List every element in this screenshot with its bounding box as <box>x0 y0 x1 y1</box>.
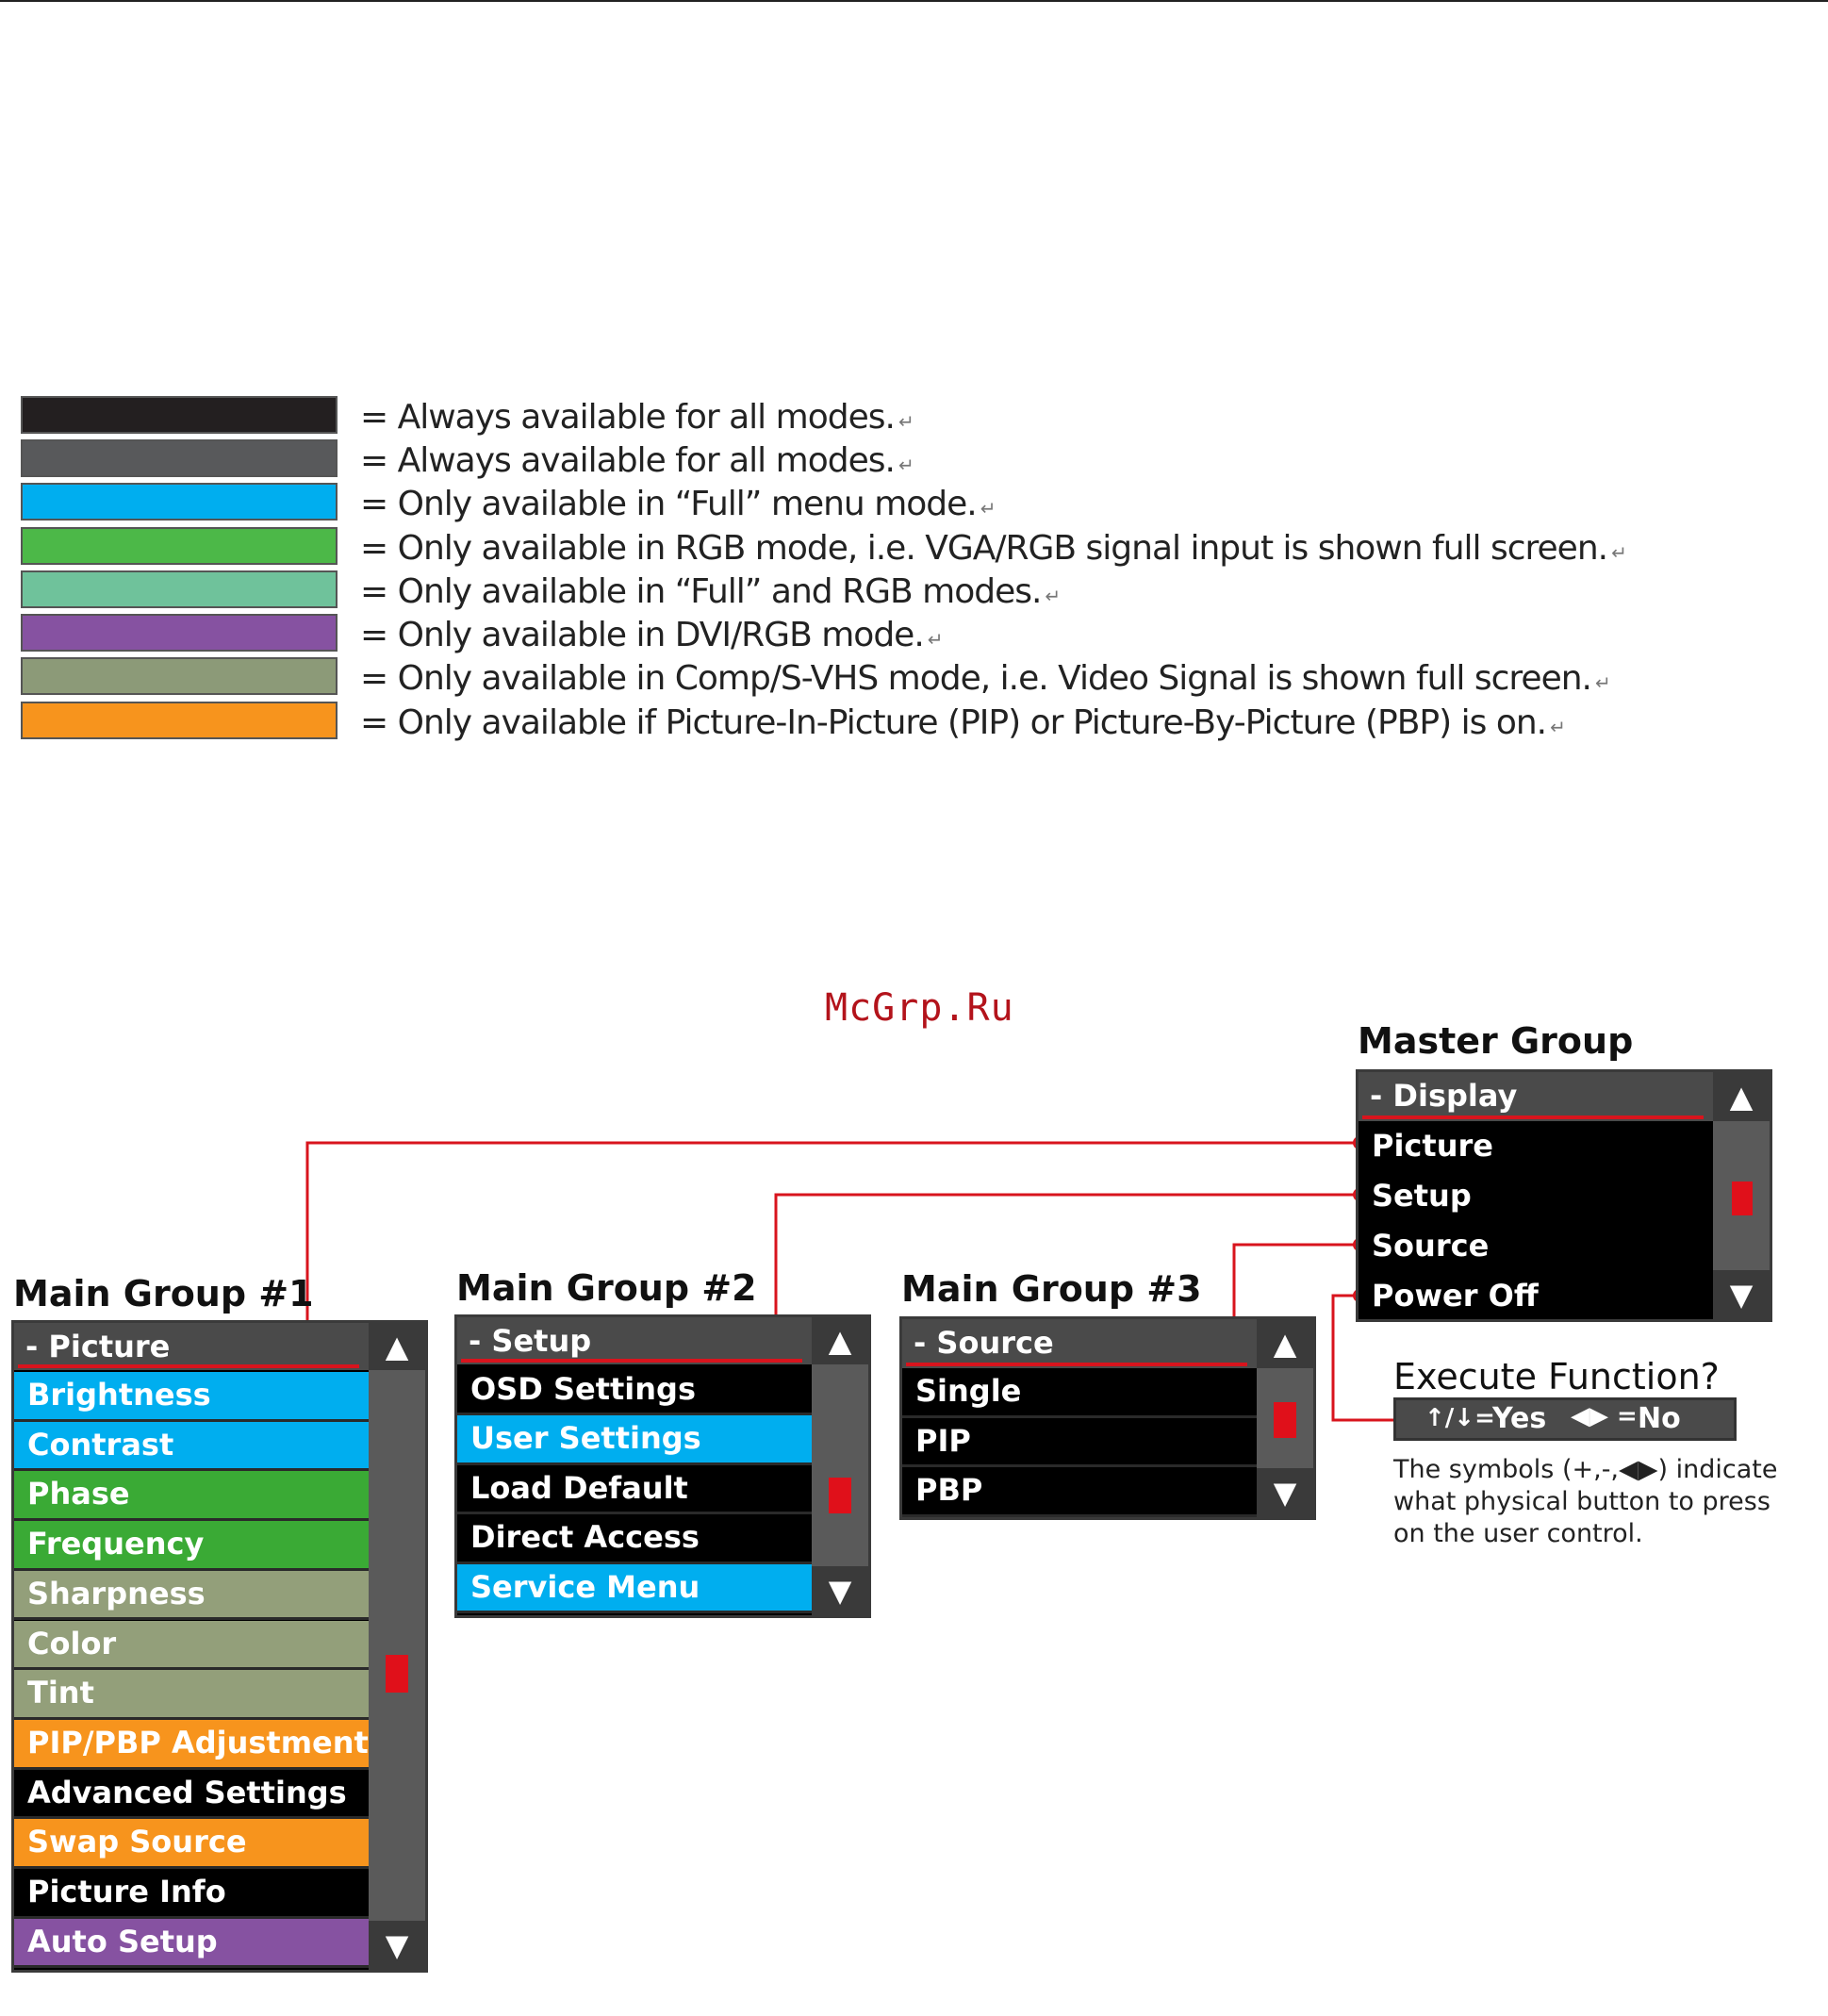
group1-item[interactable] <box>14 1471 369 1521</box>
group2-menu <box>454 1314 871 1618</box>
execute-function-title: Execute Function? <box>1393 1356 1720 1397</box>
menu-item-label: Brightness <box>27 1377 211 1413</box>
legend-text: = Only available in “Full” and RGB modes. ↵ <box>360 572 1061 611</box>
group1-item[interactable] <box>14 1720 369 1770</box>
menu-item-label: Picture Info <box>27 1874 226 1909</box>
group1-title: Main Group #1 <box>13 1273 314 1314</box>
group2-title: Main Group #2 <box>456 1267 757 1309</box>
legend-text: = Always available for all modes. ↵ <box>360 398 914 437</box>
scrollbar[interactable] <box>812 1317 868 1615</box>
watermark: McGrp.Ru <box>825 986 1014 1030</box>
scrollbar[interactable] <box>1713 1072 1770 1319</box>
menu-item-label: Tint <box>27 1675 94 1711</box>
scroll-up-icon[interactable]: ▲ <box>812 1317 868 1364</box>
menu-item-label: Sharpness <box>27 1575 206 1611</box>
group2-item[interactable] <box>457 1514 812 1563</box>
group1-item[interactable] <box>14 1919 369 1969</box>
group1-item[interactable] <box>14 1621 369 1671</box>
menu-item-label: Swap Source <box>27 1824 247 1860</box>
group3-item[interactable] <box>902 1368 1257 1418</box>
legend-text: = Only available if Picture-In-Picture (PIP) or Picture-By-Picture (PBP) is on. ↵ <box>360 703 1565 742</box>
legend-text: = Only available in Comp/S-VHS mode, i.e. Video Signal is shown full screen. ↵ <box>360 659 1610 698</box>
scroll-up-icon[interactable]: ▲ <box>1257 1319 1313 1368</box>
menu-header: - Display <box>1359 1072 1713 1121</box>
menu-item-label: Phase <box>27 1476 130 1512</box>
menu-item-label: OSD Settings <box>470 1371 696 1407</box>
group3-item[interactable] <box>902 1418 1257 1468</box>
execute-function-bar <box>1393 1397 1737 1441</box>
menu-item-label: Contrast <box>27 1426 174 1462</box>
group3-menu <box>899 1316 1316 1520</box>
scroll-thumb[interactable] <box>829 1478 851 1513</box>
master-item-picture[interactable]: Picture <box>1372 1128 1493 1164</box>
legend-text: = Only available in “Full” menu mode. ↵ <box>360 485 996 523</box>
scroll-thumb[interactable] <box>1274 1402 1296 1438</box>
menu-header: - Setup <box>457 1317 812 1364</box>
group1-item[interactable] <box>14 1571 369 1621</box>
master-item-power-off[interactable]: Power Off <box>1372 1278 1539 1314</box>
master-item-setup[interactable]: Setup <box>1372 1178 1472 1214</box>
group1-item[interactable] <box>14 1819 369 1869</box>
scroll-down-icon[interactable]: ▼ <box>812 1566 868 1615</box>
group3-item[interactable] <box>902 1467 1257 1517</box>
menu-item-label: Load Default <box>470 1469 688 1506</box>
menu-item-label: PIP <box>915 1422 971 1459</box>
scroll-down-icon[interactable]: ▼ <box>369 1921 425 1970</box>
group1-item[interactable] <box>14 1422 369 1472</box>
group1-item[interactable] <box>14 1770 369 1820</box>
menu-item-label: PBP <box>915 1472 983 1509</box>
execute-function-note: The symbols (+,-,◀▶) indicate what physical button to press on the user control. <box>1393 1455 1778 1548</box>
scrollbar[interactable] <box>1257 1319 1313 1517</box>
menu-item-label: Advanced Settings <box>27 1774 347 1810</box>
group1-item[interactable] <box>14 1521 369 1571</box>
menu-item-label: Frequency <box>27 1526 205 1562</box>
group1-item[interactable] <box>14 1869 369 1919</box>
menu-item-label: User Settings <box>470 1420 701 1457</box>
legend-text: = Always available for all modes. ↵ <box>360 441 914 480</box>
menu-item-label: Color <box>27 1625 117 1661</box>
no-option[interactable]: No <box>1638 1402 1681 1435</box>
menu-item-label: Service Menu <box>470 1568 700 1605</box>
menu-item-label: Auto Setup <box>27 1923 218 1959</box>
left-right-arrows-icon: ◀▶ = <box>1571 1402 1638 1430</box>
legend-text: = Only available in RGB mode, i.e. VGA/RGB signal input is shown full screen. ↵ <box>360 529 1626 568</box>
yes-option[interactable]: Yes <box>1492 1402 1547 1435</box>
scroll-thumb[interactable] <box>1732 1182 1753 1215</box>
menu-item-label: PIP/PBP Adjustment <box>27 1724 369 1760</box>
group2-item[interactable] <box>457 1564 812 1613</box>
master-group-title: Master Group <box>1358 1020 1634 1062</box>
group3-title: Main Group #3 <box>901 1268 1202 1310</box>
group1-item[interactable] <box>14 1372 369 1422</box>
menu-header: - Picture <box>14 1323 369 1370</box>
group2-item[interactable] <box>457 1465 812 1514</box>
legend-text: = Only available in DVI/RGB mode. ↵ <box>360 616 943 654</box>
master-menu <box>1356 1069 1772 1322</box>
master-item-source[interactable]: Source <box>1372 1228 1490 1264</box>
scroll-up-icon[interactable]: ▲ <box>1713 1072 1770 1121</box>
scrollbar[interactable] <box>369 1323 425 1970</box>
menu-item-label: Direct Access <box>470 1519 700 1556</box>
scroll-down-icon[interactable]: ▼ <box>1257 1468 1313 1517</box>
group2-item[interactable] <box>457 1415 812 1464</box>
up-down-arrows-icon: ↑/↓= <box>1425 1404 1495 1432</box>
scroll-down-icon[interactable]: ▼ <box>1713 1270 1770 1319</box>
group1-menu <box>11 1320 428 1973</box>
group2-item[interactable] <box>457 1366 812 1415</box>
group1-item[interactable] <box>14 1670 369 1720</box>
menu-header: - Source <box>902 1319 1257 1368</box>
menu-item-label: Single <box>915 1373 1022 1409</box>
scroll-up-icon[interactable]: ▲ <box>369 1323 425 1370</box>
scroll-thumb[interactable] <box>386 1655 408 1693</box>
